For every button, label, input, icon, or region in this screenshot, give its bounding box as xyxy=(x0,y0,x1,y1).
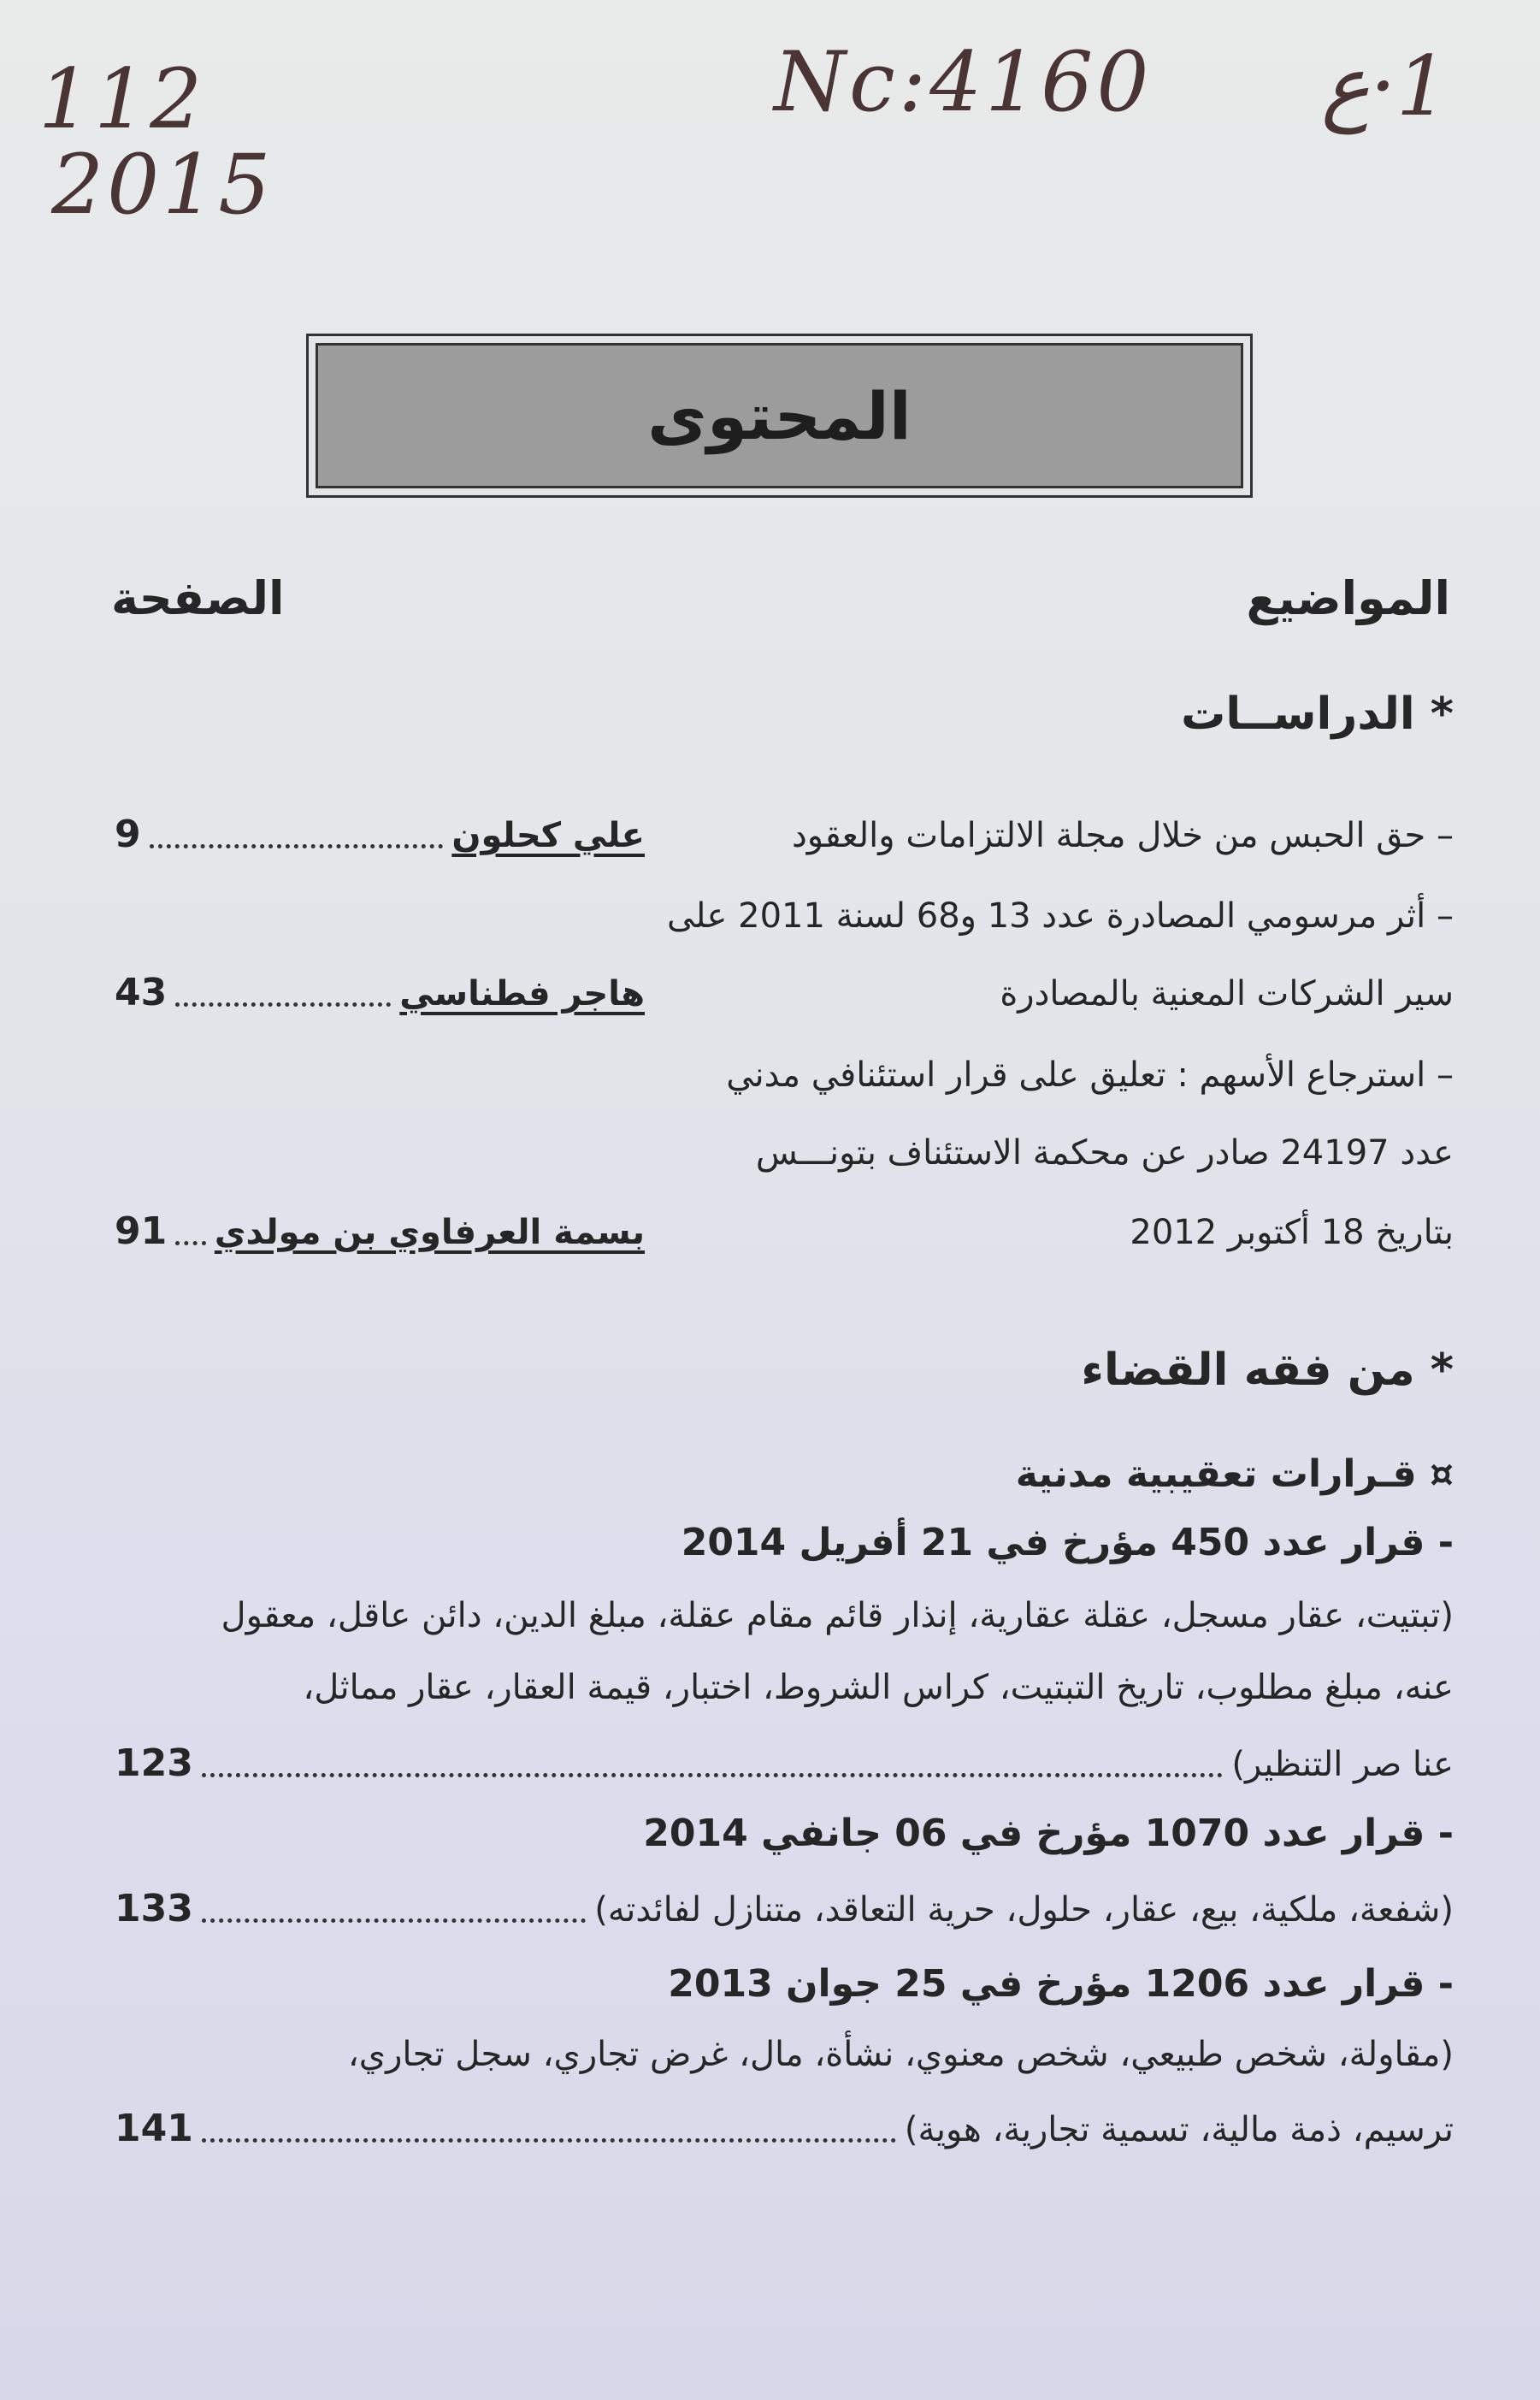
dot-leader xyxy=(202,1918,586,1923)
decision-title: - قرار عدد 1206 مؤرخ في 25 جوان 2013 xyxy=(668,1962,1454,2006)
toc-entry[interactable] xyxy=(115,1209,1454,1253)
handwritten-mark: 1·ع xyxy=(1321,38,1449,134)
page-title: المحتوى xyxy=(647,377,912,454)
page-header: الصفحة xyxy=(111,571,285,625)
page-number: 9 xyxy=(115,813,141,856)
keywords-line: ترسيم، ذمة مالية، تسمية تجارية، هوية) xyxy=(904,2110,1454,2149)
topics-header: المواضيع xyxy=(1246,571,1450,625)
entry-title-line: – استرجاع الأسهم : تعليق على قرار استئنافي مدني xyxy=(726,1055,1454,1095)
entry-author: بسمة العرفاوي بن مولدي xyxy=(214,1213,645,1252)
page-number: 141 xyxy=(115,2107,193,2150)
dot-leader xyxy=(175,1002,391,1007)
entry-author: هاجر فطناسي xyxy=(399,974,645,1014)
entry-title: – حق الحبس من خلال مجلة الالتزامات والعقود xyxy=(791,816,1454,855)
decision-title: - قرار عدد 450 مؤرخ في 21 أفريل 2014 xyxy=(681,1521,1454,1564)
toc-entry[interactable] xyxy=(115,1741,1454,1785)
toc-entry[interactable] xyxy=(115,1887,1454,1930)
title-box xyxy=(306,334,1253,498)
keywords-line: (شفعة، ملكية، بيع، عقار، حلول، حرية التعاقد، متنازل لفائدته) xyxy=(594,1890,1454,1930)
dot-leader xyxy=(202,2138,896,2143)
entry-title: بتاريخ 18 أكتوبر 2012 xyxy=(1130,1213,1454,1252)
page-number: 43 xyxy=(115,971,168,1014)
handwritten-year: 2015 xyxy=(51,137,274,233)
page-number: 91 xyxy=(115,1209,168,1253)
entry-title-line: عدد 24197 صادر عن محكمة الاستئناف بتونـــس xyxy=(755,1133,1454,1173)
toc-entry[interactable] xyxy=(115,2107,1454,2150)
dot-leader xyxy=(175,1241,206,1245)
studies-heading: * الدراســات xyxy=(1181,689,1454,740)
keywords-line: عنه، مبلغ مطلوب، تاريخ التبتيت، كراس الشروط، اختبار، قيمة العقار، عقار مماثل، xyxy=(303,1668,1454,1707)
dot-leader xyxy=(202,1773,1224,1777)
page-number: 123 xyxy=(115,1741,193,1785)
keywords-line: عنا صر التنظير) xyxy=(1231,1745,1454,1784)
keywords-line: (تبتيت، عقار مسجل، عقلة عقارية، إنذار قائم مقام عقلة، مبلغ الدين، دائن عاقل، معقول xyxy=(221,1596,1454,1635)
entry-author: علي كحلون xyxy=(451,816,645,855)
civil-cassation-heading: ¤ قـرارات تعقيبية مدنية xyxy=(1015,1452,1454,1496)
dot-leader xyxy=(150,844,444,848)
handwritten-reference: Nc:4160 xyxy=(774,34,1153,130)
toc-entry[interactable] xyxy=(115,813,1454,856)
decision-title: - قرار عدد 1070 مؤرخ في 06 جانفي 2014 xyxy=(643,1812,1454,1855)
entry-title-line: – أثر مرسومي المصادرة عدد 13 و68 لسنة 2011 على xyxy=(666,896,1454,936)
page-number: 133 xyxy=(115,1887,193,1930)
keywords-line: (مقاولة، شخص طبيعي، شخص معنوي، نشأة، مال، غرض تجاري، سجل تجاري، xyxy=(347,2035,1454,2074)
toc-entry[interactable] xyxy=(115,971,1454,1014)
jurisprudence-heading: * من فقه القضاء xyxy=(1081,1345,1454,1396)
entry-title: سير الشركات المعنية بالمصادرة xyxy=(1000,974,1454,1014)
handwritten-number: 112 xyxy=(38,51,206,147)
